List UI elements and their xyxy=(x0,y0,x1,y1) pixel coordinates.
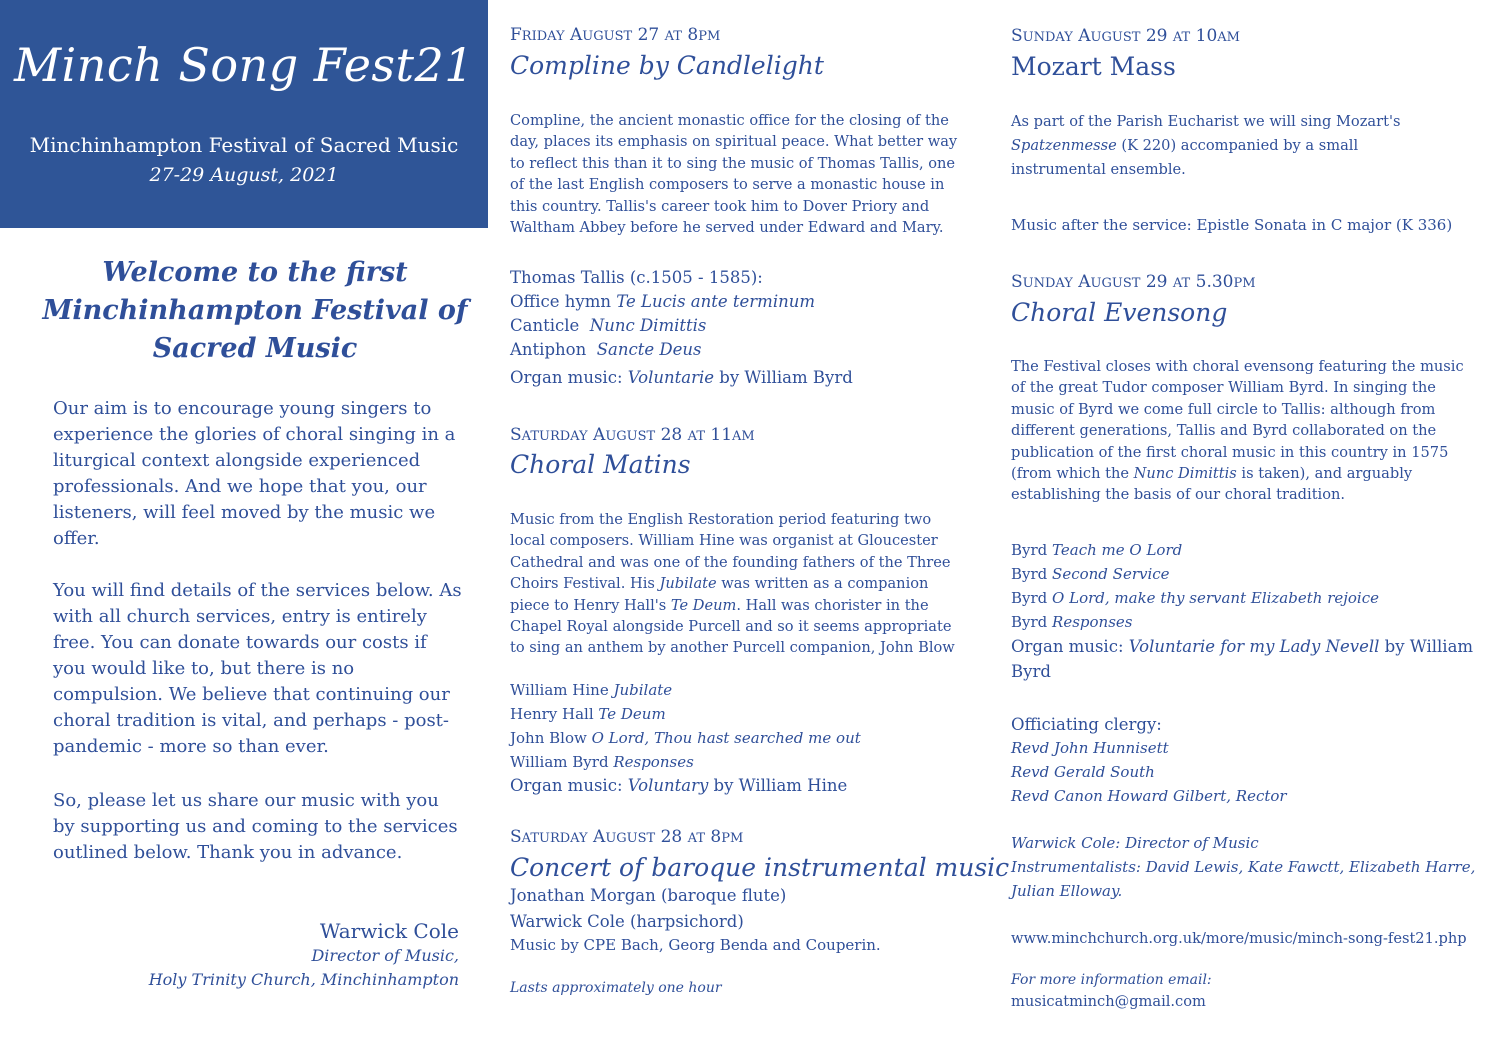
program-item: Antiphon Sancte Deus xyxy=(510,340,702,359)
event-title: Concert of baroque instrumental music xyxy=(510,853,1010,882)
intro-paragraph: So, please let us share our music with you by supporting us and coming to the services outlined below. Thank you in advance. xyxy=(53,790,458,863)
event-description: The Festival closes with choral evensong featuring the music of the great Tudor composer William Byrd. In singing the music of Byrd we come full circle to Tallis: although from different generations, Tallis and Byrd collaborated on the publication of the first choral music in this country in 1575 (from which the Nunc Dimittis is taken), and arguably establishing the basis of our choral tradition. xyxy=(1011,358,1464,504)
event-date: SUNDAY AUGUST 29 AT 5.30PM xyxy=(1011,272,1256,292)
event-description: As part of the Parish Eucharist we will sing Mozart's Spatzenmesse (K 220) accompanied by a small instrumental ensemble. xyxy=(1011,113,1401,178)
program-item: Canticle Nunc Dimittis xyxy=(510,316,707,335)
program-item: Office hymn Te Lucis ante terminum xyxy=(510,292,816,311)
clergy-name: Revd Gerald South xyxy=(1011,763,1155,781)
event-description: Compline, the ancient monastic office for the closing of the day, places its emphasis on spiritual peace. What better way to reflect this than it to sing the music of Thomas Tallis, one of the last English composers to serve a monastic house in this country. Tallis's career took him to Dover Priory and Waltham Abbey before he served under Edward and Mary. xyxy=(510,112,958,237)
program-item: William Hine Jubilate xyxy=(510,681,673,699)
event-title: Compline by Candlelight xyxy=(510,51,824,80)
event-title: Mozart Mass xyxy=(1011,52,1176,81)
signature-role: Director of Music, xyxy=(311,946,459,965)
program-item: Byrd Teach me O Lord xyxy=(1011,541,1183,559)
welcome-heading: Welcome to the first Minchinhampton Festival of Sacred Music xyxy=(42,257,468,364)
intro-paragraph: Our aim is to encourage young singers to experience the glories of choral singing in a liturgical context alongside experienced professionals. And we hope that you, our listeners, will feel moved by the music we offer. xyxy=(53,398,456,549)
program-item: William Byrd Responses xyxy=(510,753,694,771)
clergy-name: Revd John Hunnisett xyxy=(1011,739,1169,757)
clergy-heading: Officiating clergy: xyxy=(1011,715,1162,734)
event-date: SATURDAY AUGUST 28 AT 8PM xyxy=(510,827,744,847)
festival-url-link[interactable]: www.minchchurch.org.uk/more/music/minch-song-fest21.php xyxy=(1011,930,1467,947)
organ-music: Organ music: Voluntarie by William Byrd xyxy=(510,368,853,387)
festival-subtitle: Minchinhampton Festival of Sacred Music xyxy=(29,133,459,157)
instrumentalists: Instrumentalists: David Lewis, Kate Fawctt, Elizabeth Harre, xyxy=(1011,858,1476,876)
signature-church: Holy Trinity Church, Minchinhampton xyxy=(148,970,459,989)
clergy-name: Revd Canon Howard Gilbert, Rector xyxy=(1011,787,1287,805)
header-banner xyxy=(0,0,488,228)
intro-paragraph: You will find details of the services below. As with all church services, entry is entirely free. You can donate towards our costs if you would like to, but there is no compulsion. We believe that continuing our choral tradition is vital, and perhaps - post-pandemic - more so than ever. xyxy=(53,580,462,757)
program-item: Byrd O Lord, make thy servant Elizabeth rejoice xyxy=(1011,589,1379,607)
organ-music: Organ music: Voluntarie for my Lady Nevell by William xyxy=(1011,637,1474,656)
program-item: John Blow O Lord, Thou hast searched me out xyxy=(510,729,861,747)
director-credit: Warwick Cole: Director of Music xyxy=(1011,834,1259,852)
composer-line: Thomas Tallis (c.1505 - 1585): xyxy=(510,268,763,287)
program-item: Byrd Responses xyxy=(1011,613,1133,631)
event-date: FRIDAY AUGUST 27 AT 8PM xyxy=(510,25,721,45)
instrumentalists-cont: Julian Elloway. xyxy=(1011,882,1123,900)
after-service-music: Music after the service: Epistle Sonata in C major (K 336) xyxy=(1011,216,1453,234)
contact-email-link[interactable]: musicatminch@gmail.com xyxy=(1011,993,1206,1010)
festival-dates: 27-29 August, 2021 xyxy=(149,164,339,186)
event-title: Choral Evensong xyxy=(1011,298,1228,327)
event-description: Music from the English Restoration period featuring two local composers. William Hine was organist at Gloucester Cathedral and was one of the founding fathers of the Three Choirs Festival. His Jubilate was written as a companion piece to Henry Hall's Te Deum. Hall was chorister in the Chapel Royal alongside Purcell and so it seems appropriate to sing an anthem by another Purcell companion, John Blow xyxy=(510,511,955,657)
performer: Warwick Cole (harpsichord) xyxy=(510,912,744,931)
info-label: For more information email: xyxy=(1011,972,1212,988)
program-item: Henry Hall Te Deum xyxy=(510,705,666,723)
event-date: SATURDAY AUGUST 28 AT 11AM xyxy=(510,425,755,445)
organ-music: Organ music: Voluntary by William Hine xyxy=(510,776,848,795)
organ-music-cont: Byrd xyxy=(1011,662,1051,681)
concert-duration: Lasts approximately one hour xyxy=(510,980,722,996)
performer: Jonathan Morgan (baroque flute) xyxy=(510,886,787,905)
program-item: Byrd Second Service xyxy=(1011,565,1170,583)
festival-title: Minch Song Fest21 xyxy=(13,38,475,92)
signature-name: Warwick Cole xyxy=(319,919,459,943)
event-date: SUNDAY AUGUST 29 AT 10AM xyxy=(1011,26,1240,46)
concert-program: Music by CPE Bach, Georg Benda and Couperin. xyxy=(510,936,881,954)
event-title: Choral Matins xyxy=(510,450,691,479)
